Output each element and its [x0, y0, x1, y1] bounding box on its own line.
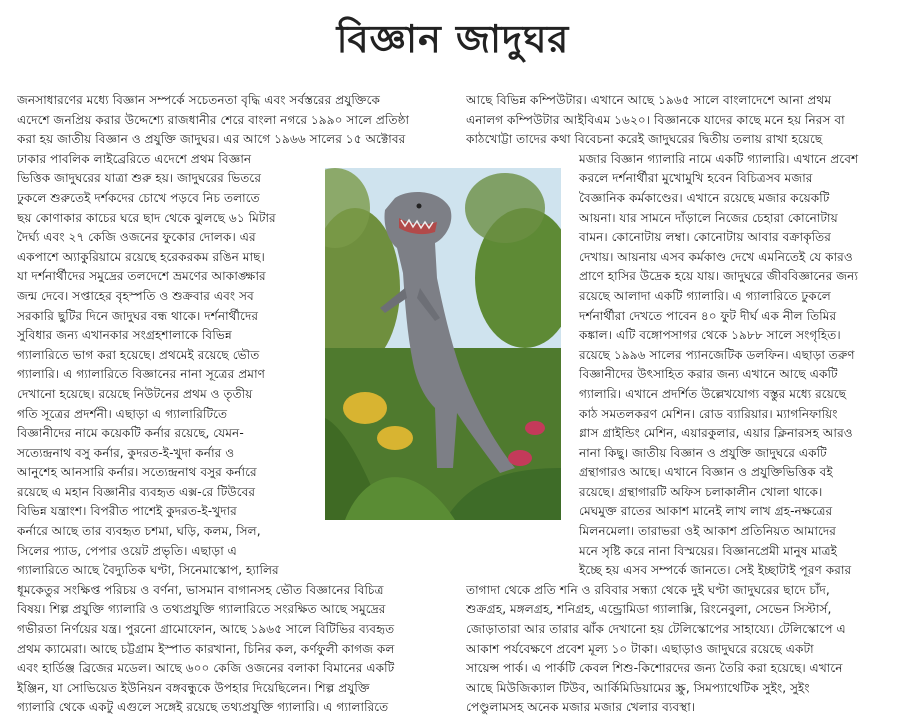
text-line: গ্যালারিতে ভাগ করা হয়েছে। প্রথমেই রয়েছে ভৌত: [17, 347, 260, 362]
dinosaur-illustration: [325, 168, 561, 520]
text-line: নানা কিছু। জাতীয় বিজ্ঞান ও প্রযুক্তি জাদুঘরে একটি: [579, 445, 827, 460]
text-line: এবং হার্ডিঞ্জ ব্রিজের মডেল। আছে ৬০০ কেজি ওজনের বলাকা বিমানের একটি: [17, 661, 395, 676]
text-line: জোড়াতারা আর তারার ঝাঁক দেখানো হয় টেলিস্কোপের সাহায্যে। টেলিস্কোপে এ: [466, 622, 846, 637]
text-line: বিষয়। শিল্প প্রযুক্তি গ্যালারি ও তথ্যপ্রযুক্তি গ্যালারিতে সংরক্ষিত আছে সমুদ্রের: [17, 602, 386, 617]
text-line: সায়েন্স পার্ক। এ পার্কটি কেবল শিশু-কিশোরদের জন্য তৈরি করা হয়েছে। এখানে: [466, 661, 843, 676]
text-line: মেঘমুক্ত রাতের আকাশ মানেই লাখ লাখ গ্রহ-নক্ষত্রের: [579, 504, 833, 519]
text-line: ঢুকলে শুরুতেই দর্শকদের চোখে পড়বে নিচ তলাতে: [17, 190, 260, 205]
text-line: বিভিন্ন যন্ত্রাংশ। বিপরীত পাশেই কুদরত-ই-খুদার: [17, 504, 237, 519]
text-line: কঙ্কাল। এটি বঙ্গোপসাগর থেকে ১৯৮৮ সালে সংগৃহিত।: [579, 328, 841, 343]
text-line: আছে মিউজিক্যাল টিউব, আর্কিমিডিয়ামের স্ক্রু, সিমপ্যাথেটিক সুইং, সুইং: [466, 680, 810, 695]
text-line: দর্শনার্থীরা দেখতে পাবেন ৪০ ফুট দীর্ঘ এক নীল তিমির: [579, 308, 837, 323]
text-line: ভিত্তিক জাদুঘরের যাত্রা শুরু হয়। জাদুঘরের ভিতরে: [17, 171, 262, 186]
text-line: গ্রন্থাগারও আছে। এখানে বিজ্ঞান ও প্রযুক্তিভিত্তিক বই: [579, 465, 833, 480]
text-line: একপাশে অ্যাকুরিয়ামে রয়েছে হরেকরকম রঙিন মাছ।: [17, 249, 265, 264]
text-line: বিজ্ঞানীদের উৎসাহিত করার জন্য এখানে আছে একটি: [579, 367, 838, 382]
text-line: প্রথম ক্যামেরা। আছে চট্টগ্রাম ইস্পাত কারখানা, চিনির কল, কর্ণফুলী কাগজ কল: [17, 641, 395, 656]
text-line: সিলের প্যাড, পেপার ওয়েট প্রভৃতি। এছাড়া এ: [17, 543, 237, 558]
text-line: জনসাধারণের মধ্যে বিজ্ঞান সম্পর্কে সচেতনতা বৃদ্ধি এবং সর্বস্তরের প্রযুক্তিকে: [17, 93, 381, 107]
text-line: ছয় কোণাকার কাচের ঘরে ছাদ থেকে ঝুলছে ৬১ মিটার: [17, 210, 276, 225]
text-line: মনে সৃষ্টি করে নানা বিস্ময়ের। বিজ্ঞানপ্রেমী মানুষ মাত্রই: [579, 543, 837, 558]
text-line: ইচ্ছে হয় এসব সম্পর্কে জানতে। সেই ইচ্ছাটাই পূরণ করার: [579, 563, 852, 578]
text-line: করলে দর্শনার্থীরা মুখোমুখি হবেন বিচিত্রসব মজার: [579, 171, 813, 186]
dinosaur-photo: [325, 168, 561, 520]
text-line: রয়েছে ১৯৯৬ সালের প্যানজেটিক ডলফিন। এছাড়া তরুণ: [579, 347, 855, 362]
text-line: প্রাণে হাসির উদ্রেক হয়ে যায়। জাদুঘরে জীববিজ্ঞানের জন্য: [579, 269, 858, 284]
text-line: কাঠখোট্টা তাদের কথা বিবেচনা করেই জাদুঘরের দ্বিতীয় তলায় রাখা হয়েছে: [466, 132, 823, 147]
text-line: গতি সূত্রের প্রদর্শনী। এছাড়া এ গ্যালারিটিতে: [17, 406, 228, 421]
text-line: পেণ্ডুলামসহ অনেক মজার মজার খেলার ব্যবস্থা।: [466, 700, 696, 715]
text-line: আকাশ পর্যবেক্ষণে প্রবেশ মূল্য ১০ টাকা। এছাড়াও জাদুঘরে রয়েছে একটা: [466, 641, 814, 656]
text-line: ইঞ্জিন, যা সোভিয়েত ইউনিয়ন বঙ্গবন্ধুকে উপহার দিয়েছিলেন। শিল্প প্রযুক্তি: [17, 680, 370, 695]
text-line: গ্যালারি। এখানে প্রদর্শিত উল্লেখযোগ্য বস্তুর মধ্যে রয়েছে: [579, 386, 847, 401]
text-line: করা হয় জাতীয় বিজ্ঞান ও প্রযুক্তি জাদুঘর। এর আগে ১৯৬৬ সালের ১৫ অক্টোবর: [17, 132, 406, 147]
text-line: আনুশেহ আনসারি কর্নার। সত্যেন্দ্রনাথ বসুর কর্নারে: [17, 465, 257, 480]
text-line: রয়েছে এ মহান বিজ্ঞানীর ব্যবহৃত এক্স-রে টিউবের: [17, 484, 256, 499]
text-line: দেখানো হয়েছে। রয়েছে নিউটনের প্রথম ও তৃতীয়: [17, 386, 253, 401]
text-line: মিলনমেলা। তারাভরা ওই আকাশ প্রতিনিয়ত আমাদের: [579, 524, 836, 539]
text-line: গ্যালারি থেকে একটু এগুলে সঙ্গেই রয়েছে তথ্যপ্রযুক্তি গ্যালারি। এ গ্যালারিতে: [17, 700, 389, 715]
text-line: জন্ম দেবে। সপ্তাহের বৃহস্পতি ও শুক্রবার এবং সব: [17, 288, 254, 303]
text-line: দেখায়। আয়নায় এসব কর্মকাণ্ড দেখে এমনিতেই যে কারও: [579, 249, 853, 264]
text-line: সুবিধার জন্য এখানকার সংগ্রহশালাকে বিভিন্ন: [17, 328, 232, 343]
text-line: বৈজ্ঞানিক কর্মকাণ্ডের। এখানে রয়েছে মজার কয়েকটি: [579, 190, 830, 205]
text-line: গ্লাস গ্রাইন্ডিং মেশিন, এয়ারকুলার, এয়ার ক্লিনারসহ আরও: [579, 426, 853, 441]
text-line: গ্যালারিতে আছে বৈদ্যুতিক ঘণ্টা, সিনেমাস্কোপ, হ্যালির: [17, 563, 279, 578]
text-line: বিজ্ঞানীদের নামে কয়েকটি কর্নার রয়েছে, যেমন-: [17, 426, 244, 441]
article-title: বিজ্ঞান জাদুঘর: [336, 17, 570, 61]
text-line: সত্যেন্দ্রনাথ বসু কর্নার, কুদরত-ই-খুদা কর্নার ও: [17, 445, 235, 460]
text-line: রয়েছে আলাদা একটি গ্যালারি। এ গ্যালারিতে ঢুকলে: [579, 288, 831, 303]
text-line: রয়েছে। গ্রন্থাগারটি অফিস চলাকালীন খোলা থাকে।: [579, 484, 823, 499]
text-line: আয়না। যার সামনে দাঁড়ালে নিজের চেহারা কোনোটায়: [579, 210, 838, 225]
text-line: আছে বিভিন্ন কম্পিউটার। এখানে আছে ১৯৬৫ সালে বাংলাদেশে আনা প্রথম: [466, 93, 832, 107]
text-line: যা দর্শনার্থীদের সমুদ্রের তলদেশে ভ্রমণের আকাঙ্ক্ষার: [17, 269, 266, 284]
text-line: তাগাদা থেকে প্রতি শনি ও রবিবার সন্ধ্যা থেকে দুই ঘণ্টা জাদুঘরের ছাদে চাঁদ,: [466, 582, 830, 597]
text-line: ঢাকার পাবলিক লাইব্রেরিতে এদেশে প্রথম বিজ্ঞান: [17, 151, 252, 166]
text-line: এনালগ কম্পিউটার আইবিএম ১৬২০। বিজ্ঞানকে যাদের কাছে মনে হয় নিরস বা: [466, 112, 845, 127]
text-line: সরকারি ছুটির দিনে জাদুঘর বন্ধ থাকে। দর্শনার্থীদের: [17, 308, 259, 323]
text-line: বামন। কোনোটায় লম্বা। কোনোটায় আবার বক্রাকৃতির: [579, 230, 831, 245]
text-line: দৈর্ঘ্য এবং ২৭ কেজি ওজনের ফুকোর দোলক। এর: [17, 230, 256, 245]
text-line: শুক্রগ্রহ, মঙ্গলগ্রহ, শনিগ্রহ, এন্ড্রোমিডা গ্যালাক্সি, রিংনেবুলা, সেভেন সিস্টার্স,: [466, 602, 832, 617]
text-line: কর্নারে আছে তার ব্যবহৃত চশমা, ঘড়ি, কলম, সিল,: [17, 524, 261, 539]
text-line: মজার বিজ্ঞান গ্যালারি নামে একটি গ্যালারি। এখানে প্রবেশ: [579, 151, 859, 166]
text-line: গভীরতা নির্ণয়ের যন্ত্র। পুরনো গ্রামোফোন, আছে ১৯৬৫ সালে বিটিভির ব্যবহৃত: [17, 622, 395, 637]
text-line: এদেশে জনপ্রিয় করার উদ্দেশ্যে রাজধানীর শেরে বাংলা নগরে ১৯৯০ সালে প্রতিষ্ঠা: [17, 112, 410, 127]
text-line: ধূমকেতুর সংক্ষিপ্ত পরিচয় ও বর্ণনা, ভাসমান বাগানসহ ভৌত বিজ্ঞানের বিচিত্র: [17, 582, 384, 597]
text-line: কাঠ সমতলকরণ মেশিন। রোড ব্যারিয়ার। ম্যাগনিফায়িং: [579, 406, 838, 421]
text-line: গ্যালারি। এ গ্যালারিতে বিজ্ঞানের নানা সূত্রের প্রমাণ: [17, 367, 265, 382]
